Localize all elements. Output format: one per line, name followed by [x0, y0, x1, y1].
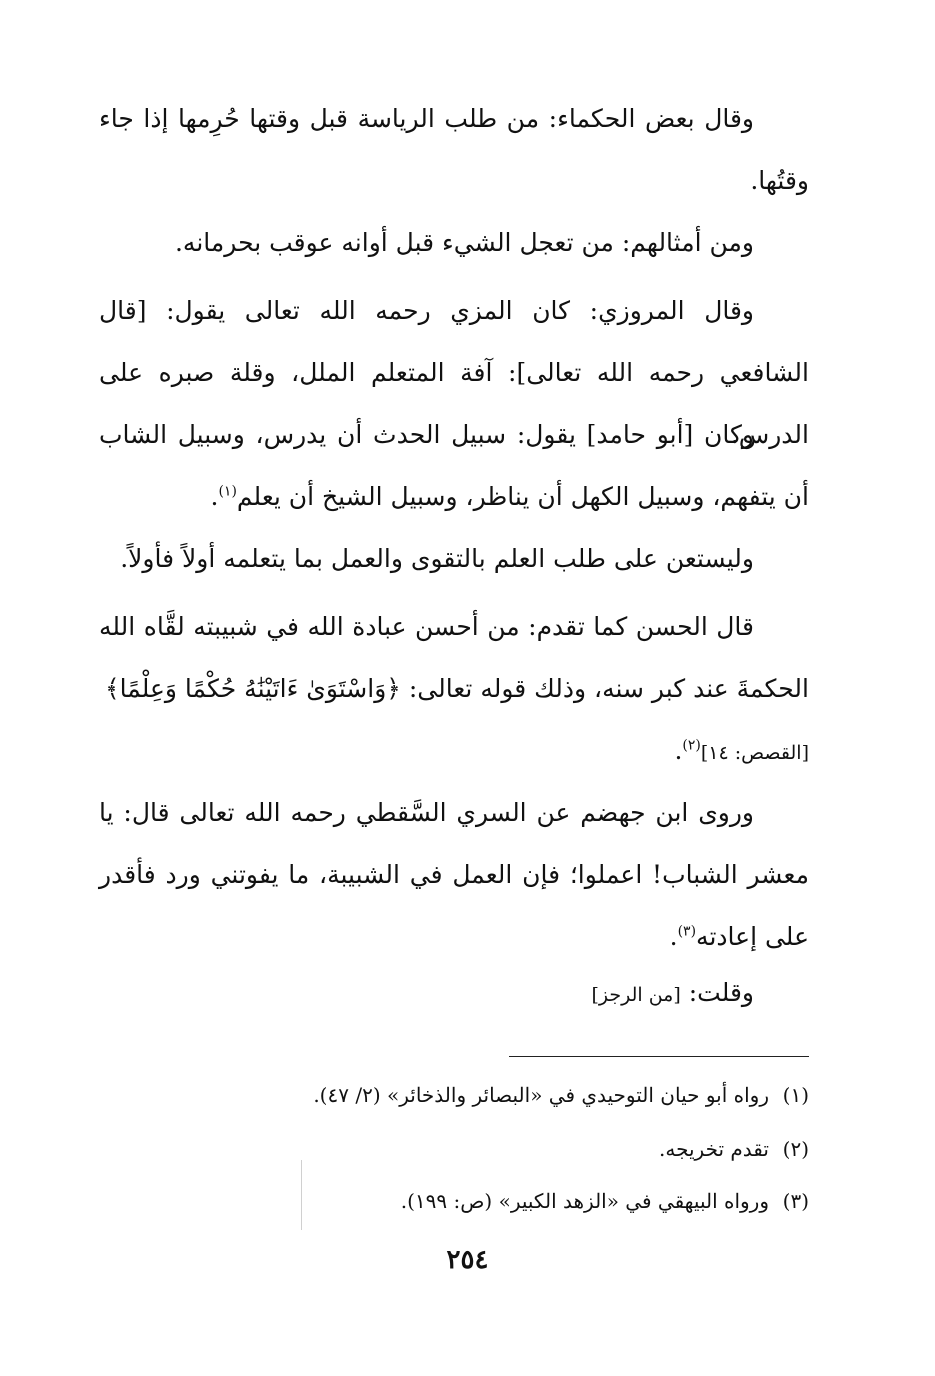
- note-ref-3: (٣): [677, 923, 697, 940]
- paragraph-ibn-jahdam-text: وروى ابن جهضم عن السري السَّقطي رحمه الله تعالى قال: يا معشر الشباب! اعملوا؛ فإن العمل في الشبيبة، ما يفوتني ورد فأقدر على إعادته: [99, 798, 809, 951]
- note-ref-1: (١): [218, 483, 237, 500]
- paragraph-proverb-text: ومن أمثالهم: من تعجل الشيء قبل أوانه عوقب بحرمانه.: [174, 228, 754, 257]
- footnote-3-text: ورواه البيهقي في «الزهد الكبير» (ص: ١٩٩).: [400, 1189, 769, 1213]
- end-dot-1: .: [210, 482, 219, 511]
- paragraph-sages-text: وقال بعض الحكماء: من طلب الرياسة قبل وقتها حُرِمها إذا جاء وقتُها.: [99, 104, 809, 195]
- quran-reference: [القصص: ١٤]: [700, 742, 809, 764]
- footnote-2-text: تقدم تخريجه.: [659, 1137, 769, 1161]
- footnote-3: [99, 1186, 809, 1216]
- footnote-2: [99, 1134, 809, 1164]
- footnote-separator: [509, 1056, 809, 1057]
- paragraph-proverb: [99, 212, 809, 274]
- footnote-1: [99, 1080, 809, 1110]
- quran-verse: ﴿وَاسْتَوَىٰ ءَاتَيْنَٰهُ حُكْمًا وَعِلْمًا﴾: [104, 674, 401, 703]
- paragraph-poem-intro: [99, 962, 809, 1026]
- paragraph-marwazi-text: وقال المروزي: كان المزي رحمه الله تعالى يقول: [قال الشافعي رحمه الله تعالى]: آفة المتعلم الملل، وقلة صبره على الدرس.: [99, 296, 809, 449]
- paragraph-taqwa-text: وليستعن على طلب العلم بالتقوى والعمل بما يتعلمه أولاً فأولاً.: [120, 544, 754, 573]
- poem-meter: [من الرجز]: [591, 984, 681, 1006]
- paragraph-abu-hamid-text: وكان [أبو حامد] يقول: سبيل الحدث أن يدرس، وسبيل الشاب أن يتفهم، وسبيل الكهل أن يناظر، وسبيل الشيخ أن يعلم: [99, 420, 809, 511]
- note-ref-2: (٢): [682, 737, 701, 754]
- paragraph-taqwa: [99, 528, 809, 590]
- paragraph-hasan: [99, 596, 809, 784]
- page-number: ٢٥٤: [446, 1245, 489, 1275]
- footnote-2-number: (٢): [782, 1137, 809, 1161]
- paragraph-abu-hamid: [99, 404, 809, 528]
- scan-artifact-line: [301, 1160, 302, 1230]
- footnote-1-text: رواه أبو حيان التوحيدي في «البصائر والذخائر» (٢/ ٤٧).: [313, 1083, 769, 1107]
- end-dot-2: .: [674, 736, 683, 765]
- paragraph-hasan-text: قال الحسن كما تقدم: من أحسن عبادة الله في شبيبته لقَّاه الله الحكمةَ عند كبر سنه، وذلك قوله تعالى:: [99, 612, 809, 703]
- paragraph-sages: [99, 88, 809, 212]
- paragraph-ibn-jahdam: [99, 782, 809, 968]
- footnote-3-number: (٣): [782, 1189, 809, 1213]
- footnote-1-number: (١): [782, 1083, 809, 1107]
- end-dot-3: .: [669, 922, 678, 951]
- paragraph-poem-intro-text: وقلت:: [680, 978, 754, 1007]
